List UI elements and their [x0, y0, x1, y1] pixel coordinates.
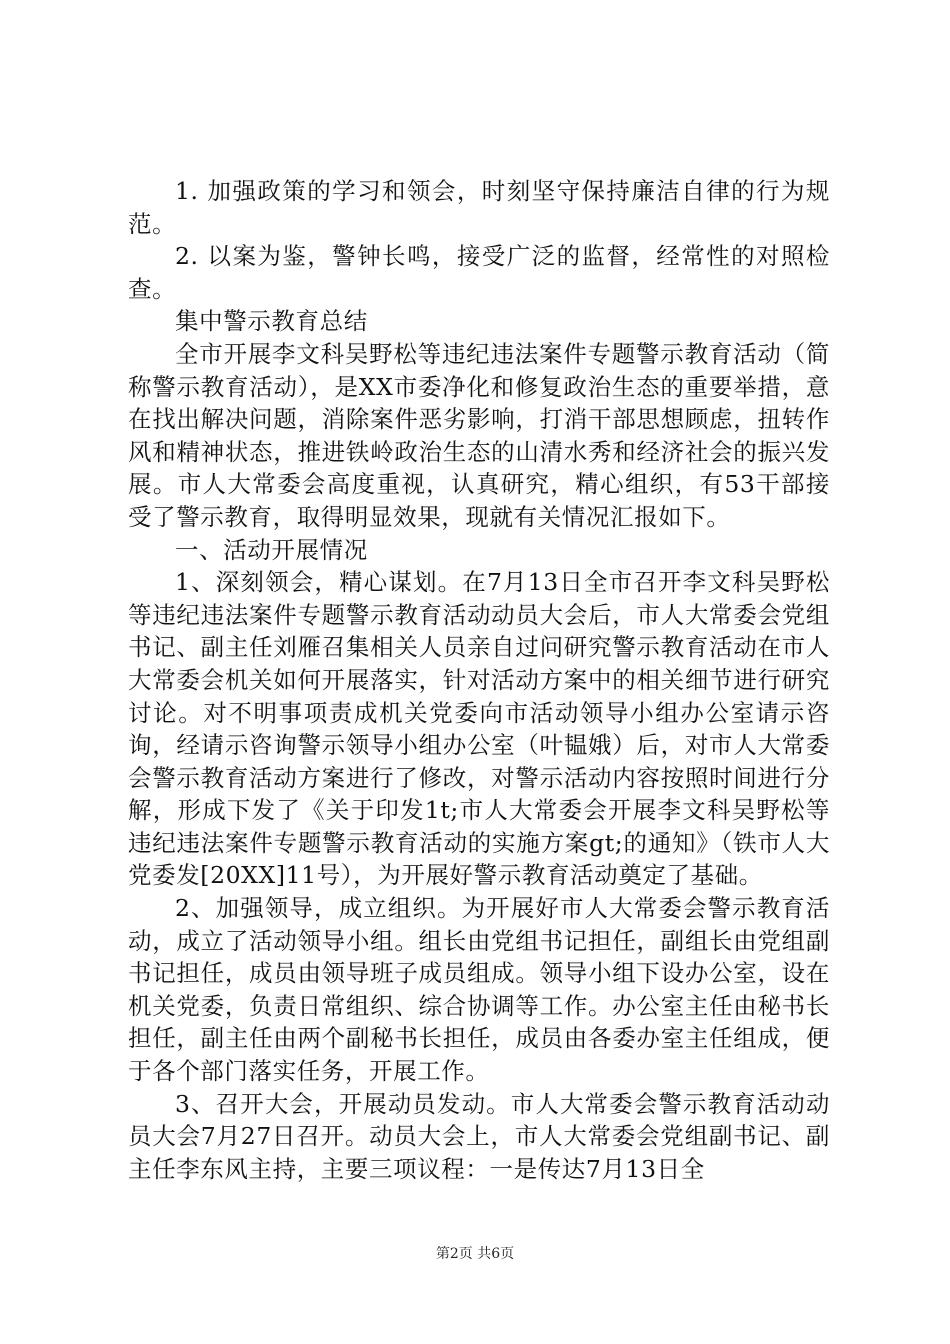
section-heading: 一、活动开展情况 — [175, 535, 368, 564]
paragraph-1: 1. 加强政策的学习和领会，时刻坚守保持廉洁自律的行为规范。 — [128, 177, 830, 238]
page-footer: 第2页 共6页 — [435, 1246, 515, 1262]
paragraph-item-3: 3、召开大会，开展动员发动。市人大常委会警示教育活动动员大会7月27日召开。动员大会上，市人大常委会党组副书记、副主任李东风主持，主要三项议程：一是传达7月13日全 — [128, 1089, 830, 1183]
paragraph-item-1: 1、深刻领会，精心谋划。在7月13日全市召开李文科吴野松等违纪违法案件专题警示教育活动动员大会后，市人大常委会党组书记、副主任刘雁召集相关人员亲自过问研究警示教育活动在市人大常委会机关如何开展落实，针对活动方案中的相关细节进行研究讨论。对不明事项责成机关党委向市活动领导小组办公室请示咨询，经请示咨询警示领导小组办公室（叶韫娥）后，对市人大常委会警示教育活动方案进行了修改，对警示活动内容按照时间进行分解，形成下发了《关于印发1t;市人大常委会开展李文科吴野松等违纪违法案件专题警示教育活动的实施方案gt;的通知》（铁市人大党委发[20XX]11号），为开展好警示教育活动奠定了基础。 — [128, 568, 830, 890]
paragraph-intro: 全市开展李文科吴野松等违纪违法案件专题警示教育活动（简称警示教育活动），是XX市委净化和修复政治生态的重要举措，意在找出解决问题，消除案件恶劣影响，打消干部思想顾虑，扭转作风和精神状态，推进铁岭政治生态的山清水秀和经济社会的振兴发展。市人大常委会高度重视，认真研究，精心组织，有53干部接受了警示教育，取得明显效果，现就有关情况汇报如下。 — [128, 339, 830, 531]
section-title: 集中警示教育总结 — [175, 307, 368, 336]
document-body — [128, 175, 830, 1185]
paragraph-2: 2. 以案为鉴，警钟长鸣，接受广泛的监督，经常性的对照检查。 — [128, 242, 830, 303]
paragraph-item-2: 2、加强领导，成立组织。为开展好市人大常委会警示教育活动，成立了活动领导小组。组长由党组书记担任，副组长由党组副书记担任，成员由领导班子成员组成。领导小组下设办公室，设在机关党委，负责日常组织、综合协调等工作。办公室主任由秘书长担任，副主任由两个副秘书长担任，成员由各委办室主任组成，便于各个部门落实任务，开展工作。 — [128, 894, 830, 1086]
